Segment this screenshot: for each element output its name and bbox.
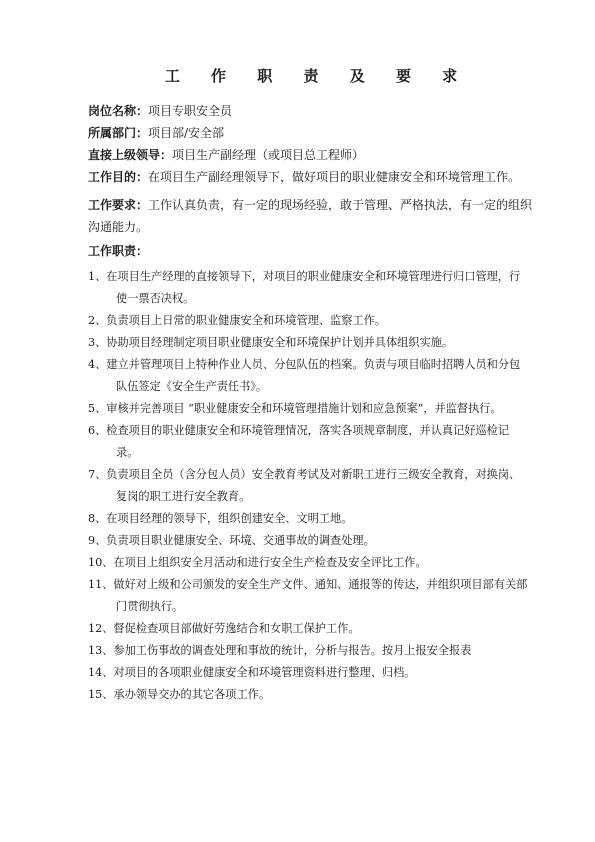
- requirement-label: 工作要求：: [88, 198, 149, 212]
- duty-item: 14、对项目的各项职业健康安全和环境管理资料进行整理、归档。: [88, 666, 416, 679]
- purpose-label: 工作目的：: [88, 170, 149, 184]
- position-label: 岗位名称：: [88, 104, 149, 118]
- purpose-field: [88, 166, 535, 188]
- duty-item: 11、做好对上级和公司颁发的安全生产文件、通知、通报等的传达，并组织项目部有关部门贯彻执行。: [88, 578, 528, 613]
- duty-item: 6、检查项目的职业健康安全和环境管理情况，落实各项规章制度，并认真记好巡检记录。: [88, 424, 510, 459]
- duty-item: 5、审核并完善项目 “职业健康安全和环境管理措施计划和应急预案”，并监督执行。: [88, 402, 502, 415]
- duties-heading: 工作职责：: [88, 244, 149, 258]
- purpose-value: 在项目生产副经理领导下，做好项目的职业健康安全和环境管理工作。: [148, 170, 521, 184]
- superior-value: 项目生产副经理（或项目总工程师）: [172, 148, 365, 162]
- position-field: [88, 100, 535, 122]
- position-value: 项目专职安全员: [148, 104, 233, 118]
- duty-item: 9、负责项目职业健康安全、环境、交通事故的调查处理。: [88, 534, 375, 547]
- duty-item: 12、督促检查项目部做好劳逸结合和女职工保护工作。: [88, 622, 360, 635]
- duty-item: 8、在项目经理的领导下，组织创建安全、文明工地。: [88, 512, 353, 525]
- department-label: 所属部门：: [88, 126, 149, 140]
- duty-list: [88, 266, 535, 706]
- superior-label: 直接上级领导：: [88, 148, 173, 162]
- duty-item: 4、建立并管理项目上特种作业人员、分包队伍的档案。负责与项目临时招聘人员和分包队伍签定《安全生产责任书》。: [88, 358, 521, 393]
- duty-item: 13、参加工伤事故的调查处理和事故的统计，分析与报告。按月上报安全报表: [88, 644, 472, 657]
- duty-item: 7、负责项目全员（含分包人员）安全教育考试及对新职工进行三级安全教育，对换岗、复岗的职工进行安全教育。: [88, 468, 521, 503]
- duty-item: 10、在项目上组织安全月活动和进行安全生产检查及安全评比工作。: [88, 556, 427, 569]
- duty-item: 1、在项目生产经理的直接领导下，对项目的职业健康安全和环境管理进行归口管理，行使一票否决权。: [88, 270, 521, 305]
- department-value: 项目部/安全部: [148, 126, 225, 140]
- department-field: [88, 122, 535, 144]
- requirement-field: [88, 194, 535, 238]
- duty-item: 3、协助项目经理制定项目职业健康安全和环境保护计划并具体组织实施。: [88, 336, 454, 349]
- superior-field: [88, 144, 535, 166]
- requirement-value: 工作认真负责，有一定的现场经验，敢于管理、严格执法，有一定的组织沟通能力。: [88, 198, 533, 234]
- duty-item: 2、负责项目上日常的职业健康安全和环境管理、监察工作。: [88, 314, 386, 327]
- page-title: 工 作 职 责 及 要 求: [164, 67, 471, 85]
- duty-item: 15、承办领导交办的其它各项工作。: [88, 688, 271, 701]
